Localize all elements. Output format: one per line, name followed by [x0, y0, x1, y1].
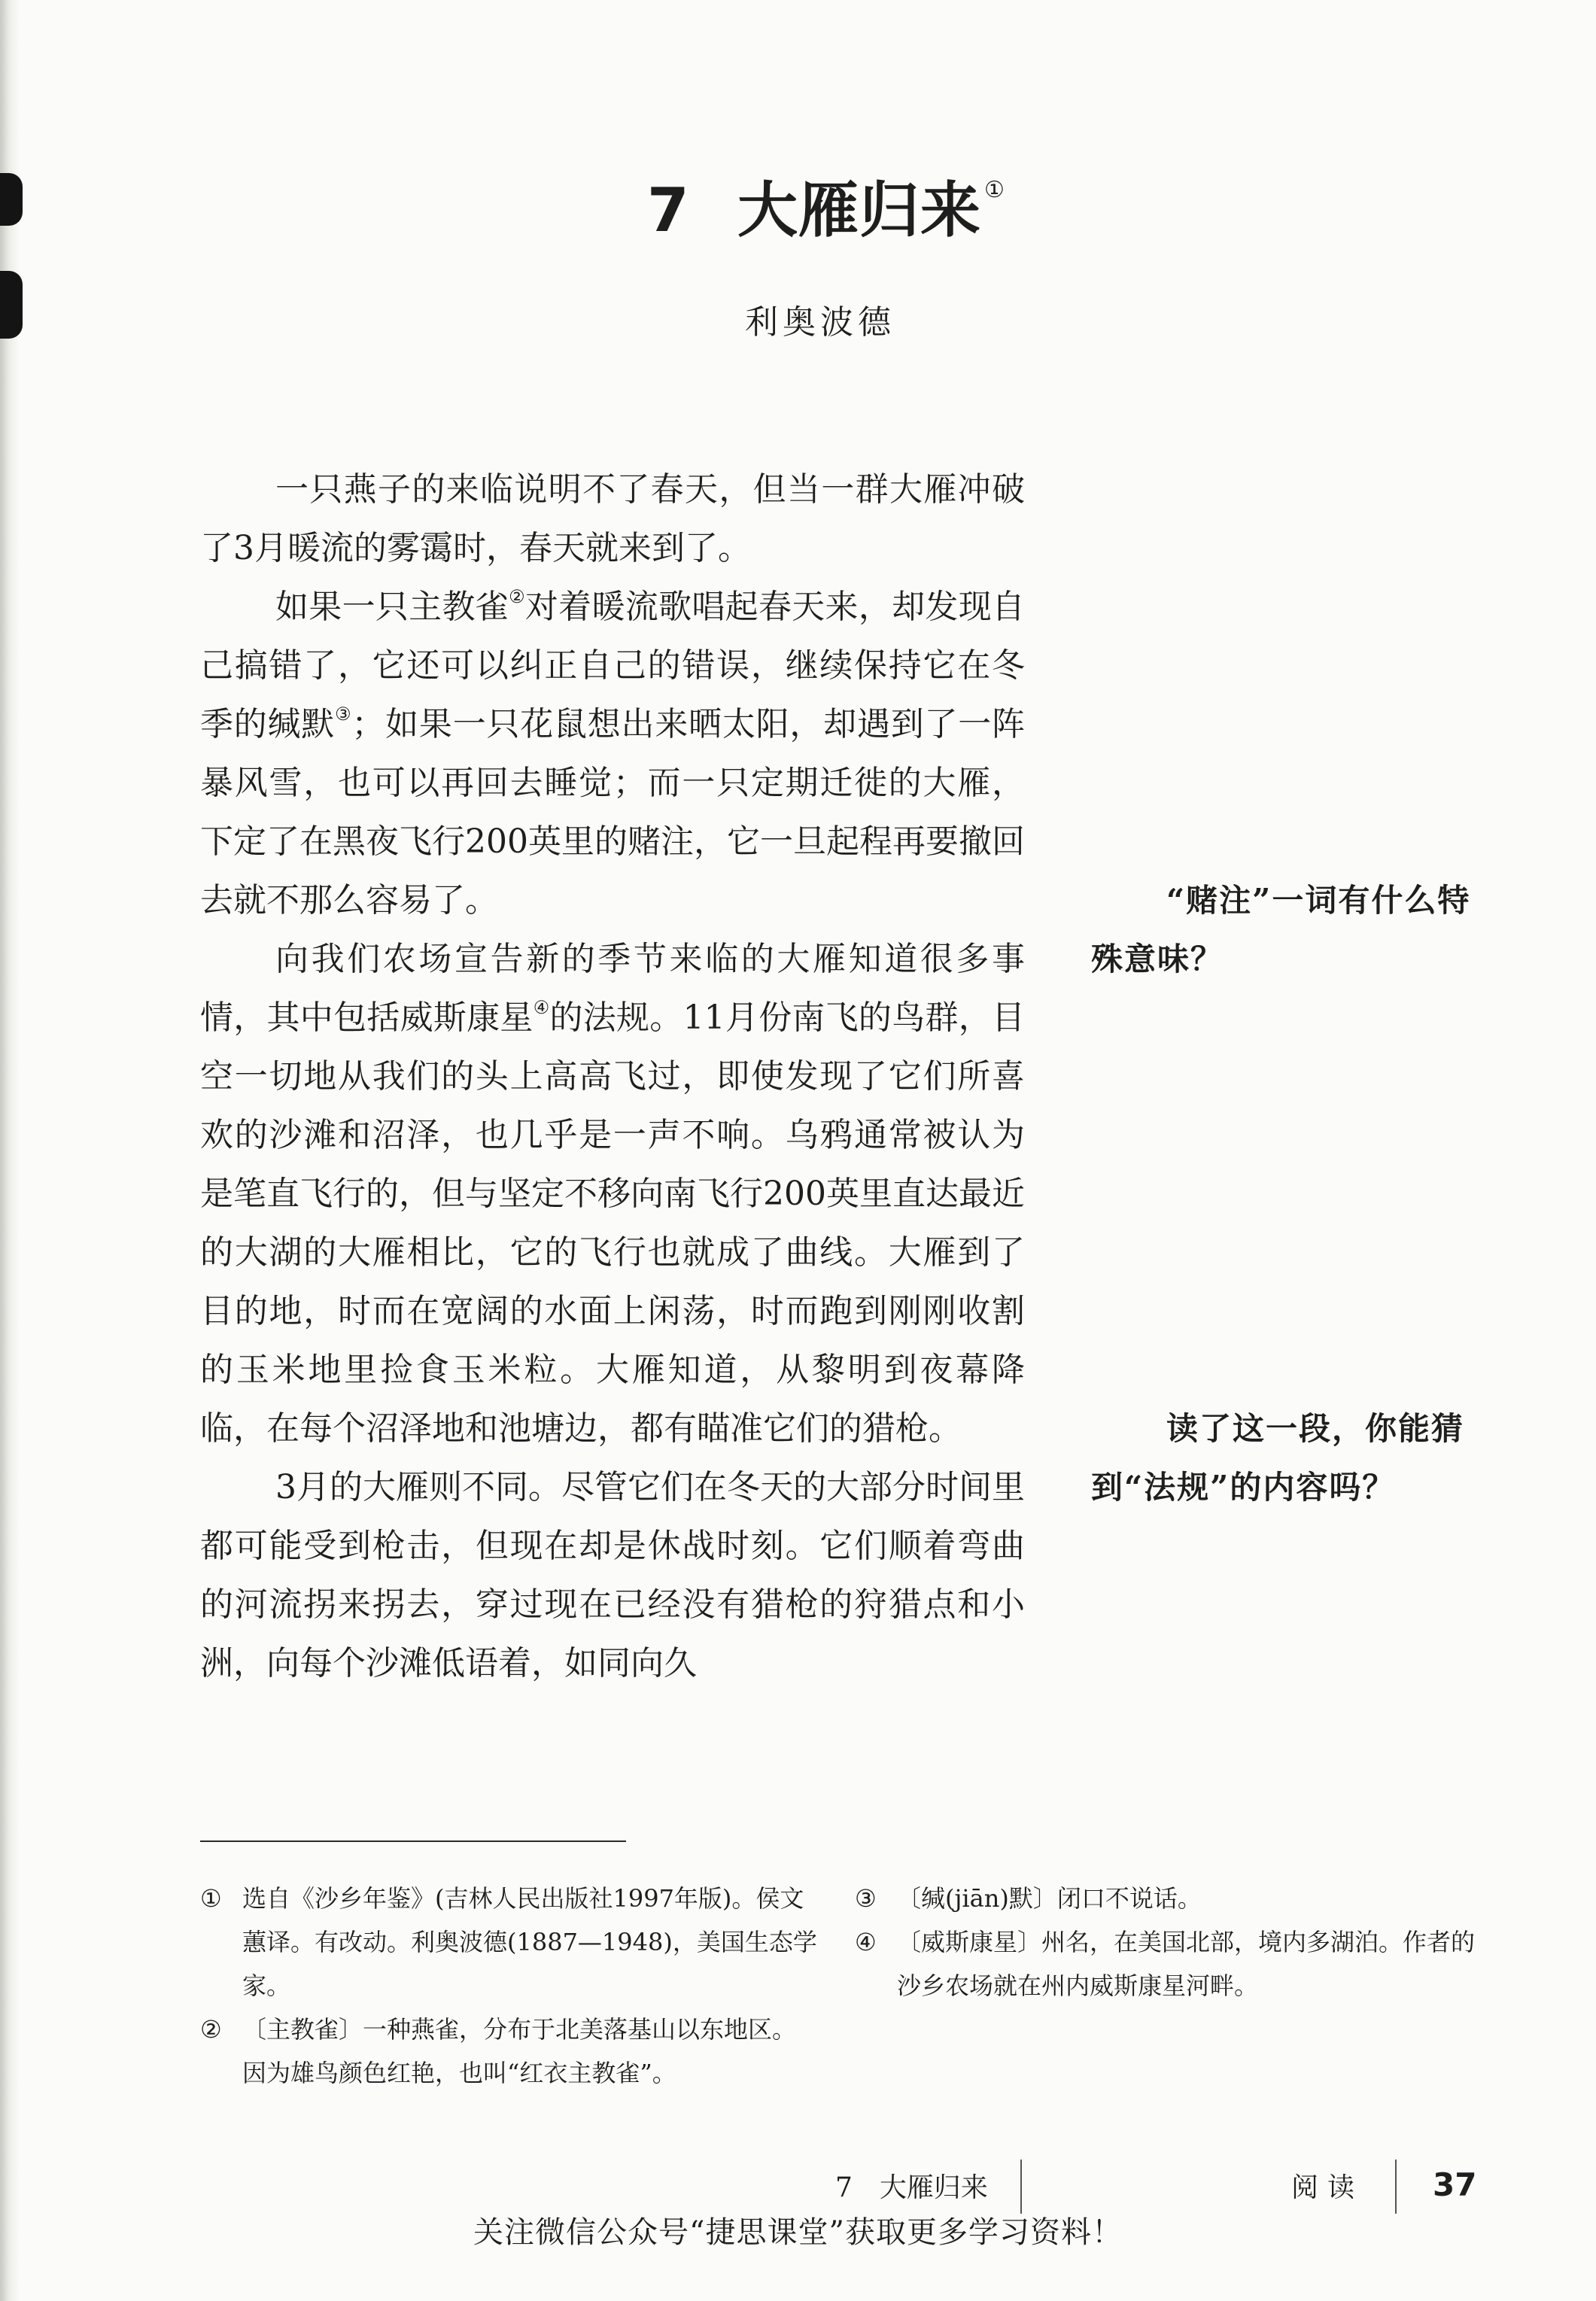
footer-section: 阅读	[1291, 2172, 1364, 2203]
side-note-2: 读了这一段，你能猜到“法规”的内容吗？	[1091, 1410, 1465, 1506]
author: 利奥波德	[745, 303, 895, 342]
footnote-2: ② 〔主教雀〕一种燕雀，分布于北美落基山以东地区。因为雄鸟颜色红艳，也叫“红衣主教雀”。	[200, 2015, 797, 2087]
footnote-ref-3: ③	[335, 704, 352, 725]
main-text	[200, 461, 1025, 1693]
footnotes-left	[200, 1877, 817, 2095]
lesson-number: 7	[647, 175, 689, 245]
scan-edge-shadow	[0, 0, 20, 2301]
footnote-ref-2: ②	[509, 586, 525, 607]
lesson-title-text: 大雁归来	[737, 175, 981, 245]
scan-ink-blot	[0, 173, 23, 226]
footnote-4: ④ 〔威斯康星〕州名，在美国北部，境内多湖泊。作者的沙乡农场就在州内威斯康星河畔。	[855, 1928, 1476, 2000]
footnotes-right	[855, 1877, 1487, 2008]
footnote-3: ③ 〔缄(jiān)默〕闭口不说话。	[855, 1884, 1202, 1913]
footnote-divider	[200, 1840, 626, 1842]
footnote-1: ① 选自《沙乡年鉴》(吉林人民出版社1997年版)。侯文蕙译。有改动。利奥波德(1887—1948)，美国生态学家。	[200, 1884, 817, 2000]
footer-chapter: 7 大雁归来	[835, 2172, 988, 2203]
promo-watermark-text: 关注微信公众号“捷思课堂”获取更多学习资料！	[473, 2215, 1123, 2250]
paragraph-3: 向我们农场宣告新的季节来临的大雁知道很多事情，其中包括威斯康星④的法规。11月份南飞的鸟群，目空一切地从我们的头上高高飞过，即使发现了它们所喜欢的沙滩和沼泽，也几乎是一声不响。乌鸦通常被认为是笔直飞行的，但与坚定不移向南飞行200英里直达最近的大湖的大雁相比，它的飞行也就成了曲线。大雁到了目的地，时而在宽阔的水面上闲荡，时而跑到刚刚收割的玉米地里捡食玉米粒。大雁知道，从黎明到夜幕降临，在每个沼泽地和池塘边，都有瞄准它们的猎枪。	[200, 940, 1025, 1448]
page-number: 37	[1433, 2166, 1477, 2203]
paragraph-1: 一只燕子的来临说明不了春天，但当一群大雁冲破了3月暖流的雾霭时，春天就来到了。	[200, 470, 1025, 567]
scan-ink-blot	[0, 271, 23, 339]
footnote-ref-4: ④	[533, 997, 550, 1018]
side-note-1: “赌注”一词有什么特殊意味？	[1091, 882, 1471, 977]
paragraph-2: 如果一只主教雀②对着暖流歌唱起春天来，却发现自己搞错了，它还可以纠正自己的错误，继续保持它在冬季的缄默③；如果一只花鼠想出来晒太阳，却遇到了一阵暴风雪，也可以再回去睡觉；而一只定期迁徙的大雁，下定了在黑夜飞行200英里的赌注，它一旦起程再要撤回去就不那么容易了。	[200, 586, 1026, 919]
title-footnote-mark: ①	[984, 177, 1005, 203]
paragraph-4: 3月的大雁则不同。尽管它们在冬天的大部分时间里都可能受到枪击，但现在却是休战时刻。它们顺着弯曲的河流拐来拐去，穿过现在已经没有猎枪的狩猎点和小洲，向每个沙滩低语着，如同向久	[200, 1468, 1025, 1682]
lesson-title	[647, 169, 1005, 252]
